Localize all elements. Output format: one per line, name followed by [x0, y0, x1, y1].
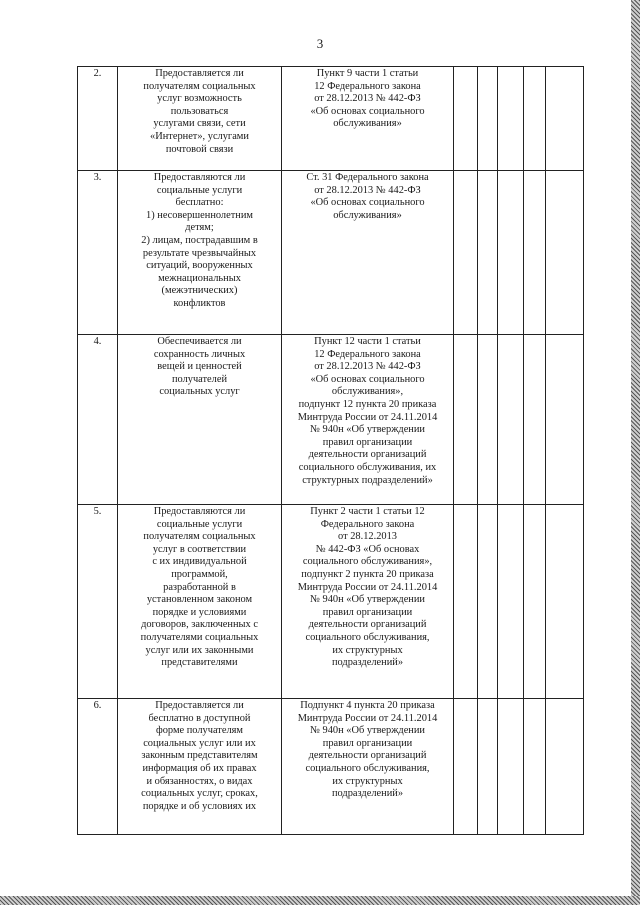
- question-line: социальных услуг или их: [143, 737, 256, 749]
- row-number: 5.: [78, 505, 118, 699]
- question-line: информация об их правах: [142, 762, 257, 774]
- legal-basis-line: Пункт 9 части 1 статьи: [316, 68, 419, 79]
- note-cell[interactable]: [546, 67, 584, 171]
- legal-basis-line: Минтруда России от 24.11.2014: [297, 411, 438, 423]
- legal-basis-line: подразделений»: [331, 657, 404, 669]
- answer-extra-cell[interactable]: [524, 505, 546, 699]
- legal-basis-line: социального обслуживания,: [305, 631, 430, 643]
- question-cell: [118, 171, 282, 335]
- legal-basis-line: от 28.12.2013 № 442-ФЗ: [314, 184, 421, 196]
- legal-basis-cell: [282, 67, 454, 171]
- question-line: пользоваться: [170, 105, 229, 117]
- legal-basis-line: Минтруда России от 24.11.2014: [297, 712, 438, 724]
- question-line: договоров, заключенных с: [141, 619, 258, 631]
- legal-basis-line: социального обслуживания»,: [302, 556, 433, 568]
- legal-basis-line: обслуживания»: [333, 209, 402, 221]
- question-line: законным представителям: [141, 750, 258, 762]
- legal-basis-line: от 28.12.2013 № 442-ФЗ: [314, 93, 421, 105]
- answer-na-cell[interactable]: [498, 67, 524, 171]
- question-line: услуг или их законными: [145, 644, 254, 656]
- question-line: и обязанностях, о видах: [146, 775, 253, 787]
- question-line: (межэтнических): [161, 285, 238, 297]
- question-line: результате чрезвычайных: [142, 247, 257, 259]
- answer-yes-cell[interactable]: [454, 335, 478, 505]
- question-line: услуг возможность: [157, 93, 242, 105]
- legal-basis-line: № 940н «Об утверждении: [310, 424, 425, 436]
- question-line: услуг в соответствии: [152, 543, 247, 555]
- question-line: разработанной в: [163, 581, 236, 593]
- question-line: Предоставляется ли: [155, 700, 244, 711]
- question-line: бесплатно в доступной: [148, 712, 251, 724]
- row-number: 2.: [78, 67, 118, 171]
- question-line: социальные услуги: [156, 518, 243, 530]
- page-number: 3: [316, 36, 324, 51]
- legal-basis-line: «Об основах социального: [310, 197, 425, 209]
- question-line: социальные услуги: [156, 184, 243, 196]
- legal-basis-line: от 28.12.2013 № 442-ФЗ: [314, 361, 421, 373]
- table-row: [78, 699, 584, 835]
- legal-basis-line: деятельности организаций: [308, 619, 427, 631]
- question-line: получателей: [171, 373, 228, 385]
- question-line: ситуаций, вооруженных: [146, 260, 253, 272]
- scan-edge-right: [631, 0, 640, 905]
- legal-basis-cell: [282, 335, 454, 505]
- legal-basis-line: № 940н «Об утверждении: [310, 594, 425, 606]
- question-cell: [118, 67, 282, 171]
- question-line: социальных услуг: [159, 386, 240, 398]
- legal-basis-line: № 940н «Об утверждении: [310, 725, 425, 737]
- question-line: 2) лицам, пострадавшим в: [141, 234, 258, 246]
- legal-basis-line: структурных подразделений»: [302, 474, 433, 486]
- question-line: форме получателям: [155, 725, 243, 737]
- legal-basis-line: Подпункт 4 пункта 20 приказа: [300, 700, 435, 711]
- legal-basis-line: «Об основах социального: [310, 105, 425, 117]
- answer-extra-cell[interactable]: [524, 67, 546, 171]
- question-line: получателям социальных: [143, 531, 256, 543]
- note-cell[interactable]: [546, 505, 584, 699]
- legal-basis-cell: [282, 171, 454, 335]
- question-line: Обеспечивается ли: [157, 336, 242, 347]
- note-cell[interactable]: [546, 699, 584, 835]
- legal-basis-line: Пункт 2 части 1 статьи 12: [310, 506, 425, 517]
- row-number: 3.: [78, 171, 118, 335]
- note-cell[interactable]: [546, 171, 584, 335]
- legal-basis-line: Пункт 12 части 1 статьи: [314, 336, 421, 347]
- answer-no-cell[interactable]: [478, 335, 498, 505]
- legal-basis-line: обслуживания»,: [331, 386, 404, 398]
- legal-basis-line: «Об основах социального: [310, 373, 425, 385]
- answer-no-cell[interactable]: [478, 505, 498, 699]
- question-line: вещей и ценностей: [157, 361, 242, 373]
- legal-basis-cell: [282, 699, 454, 835]
- legal-basis-line: подпункт 2 пункта 20 приказа: [301, 568, 434, 580]
- question-line: услугами связи, сети: [153, 118, 246, 130]
- question-line: получателям социальных: [143, 80, 256, 92]
- checklist-table: [77, 66, 584, 835]
- legal-basis-line: подразделений»: [331, 788, 404, 800]
- legal-basis-line: 12 Федерального закона: [314, 348, 421, 360]
- answer-extra-cell[interactable]: [524, 171, 546, 335]
- table-row: [78, 67, 584, 171]
- question-line: Предоставляются ли: [153, 172, 246, 183]
- answer-na-cell[interactable]: [498, 505, 524, 699]
- question-line: межнациональных: [158, 272, 241, 284]
- table-row: [78, 171, 584, 335]
- legal-basis-line: подпункт 12 пункта 20 приказа: [298, 398, 437, 410]
- question-line: Предоставляется ли: [155, 68, 244, 79]
- question-line: бесплатно:: [175, 197, 224, 209]
- table-row: [78, 505, 584, 699]
- question-line: с их индивидуальной: [152, 556, 247, 568]
- row-number: 6.: [78, 699, 118, 835]
- question-line: конфликтов: [173, 297, 226, 309]
- legal-basis-line: от 28.12.2013: [338, 531, 397, 543]
- legal-basis-line: Ст. 31 Федерального закона: [306, 172, 429, 183]
- answer-no-cell[interactable]: [478, 67, 498, 171]
- legal-basis-line: обслуживания»: [333, 118, 402, 130]
- legal-basis-line: № 442-ФЗ «Об основах: [315, 543, 420, 555]
- question-line: социальных услуг, сроках,: [141, 788, 258, 800]
- question-line: 1) несовершеннолетним: [146, 209, 253, 221]
- legal-basis-line: социального обслуживания, их: [298, 461, 437, 473]
- answer-yes-cell[interactable]: [454, 505, 478, 699]
- answer-yes-cell[interactable]: [454, 67, 478, 171]
- legal-basis-line: правил организации: [322, 737, 413, 749]
- question-line: почтовой связи: [165, 143, 234, 155]
- legal-basis-line: социального обслуживания,: [305, 762, 430, 774]
- legal-basis-line: Федерального закона: [320, 518, 415, 530]
- legal-basis-line: деятельности организаций: [308, 750, 427, 762]
- question-line: установленном законом: [146, 594, 253, 606]
- legal-basis-line: Минтруда России от 24.11.2014: [297, 581, 438, 593]
- question-cell: [118, 505, 282, 699]
- answer-na-cell[interactable]: [498, 699, 524, 835]
- question-cell: [118, 699, 282, 835]
- legal-basis-line: 12 Федерального закона: [314, 80, 421, 92]
- question-line: порядке и условиями: [152, 606, 247, 618]
- answer-na-cell[interactable]: [498, 335, 524, 505]
- legal-basis-line: деятельности организаций: [308, 449, 427, 461]
- question-line: представителями: [161, 657, 238, 669]
- table-row: [78, 335, 584, 505]
- legal-basis-line: правил организации: [322, 606, 413, 618]
- question-line: сохранность личных: [153, 348, 246, 360]
- legal-basis-cell: [282, 505, 454, 699]
- answer-na-cell[interactable]: [498, 171, 524, 335]
- question-line: «Интернет», услугами: [150, 130, 249, 142]
- legal-basis-line: их структурных: [332, 775, 403, 787]
- question-cell: [118, 335, 282, 505]
- question-line: программой,: [171, 568, 228, 580]
- answer-extra-cell[interactable]: [524, 335, 546, 505]
- answer-no-cell[interactable]: [478, 699, 498, 835]
- legal-basis-line: правил организации: [322, 436, 413, 448]
- answer-no-cell[interactable]: [478, 171, 498, 335]
- scan-edge-bottom: [0, 896, 640, 905]
- answer-extra-cell[interactable]: [524, 699, 546, 835]
- question-line: Предоставляются ли: [153, 506, 246, 517]
- question-line: порядке и об условиях их: [142, 800, 257, 812]
- note-cell[interactable]: [546, 335, 584, 505]
- row-number: 4.: [78, 335, 118, 505]
- question-line: получателями социальных: [140, 631, 259, 643]
- legal-basis-line: их структурных: [332, 644, 403, 656]
- answer-yes-cell[interactable]: [454, 699, 478, 835]
- question-line: детям;: [185, 222, 214, 234]
- answer-yes-cell[interactable]: [454, 171, 478, 335]
